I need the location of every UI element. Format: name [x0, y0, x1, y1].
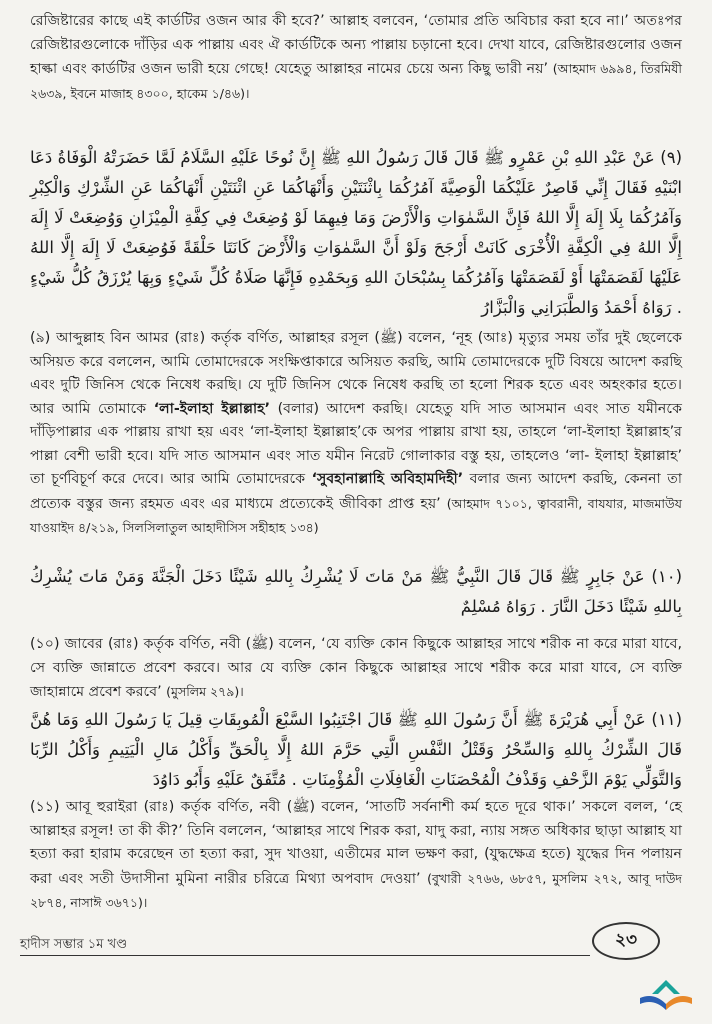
hadith-11-reference: (বুখারী ২৭৬৬, ৬৮৫৭, মুসলিম ২৭২, আবূ দাউদ ২৮৭৪, নাসাঈ ৩৬৭১)। [30, 870, 682, 910]
hadith-9-text-part3: বলার জন্য আদেশ করছি, কেননা তা প্রত্যেক বস্তুর জন্য রহমত এবং এর মাধ্যমে প্রত্যেকেই জীবিকা প্রাপ্ত হয়’ [30, 471, 682, 512]
intro-reference: (আহমাদ ৬৯৯৪, তিরমিযী ২৬৩৯, ইবনে মাজাহ ৪৩০০, হাকেম ১/৪৬)। [30, 61, 682, 101]
hadith-9-text-part2: (বলার) আদেশ করছি। যেহেতু যদি সাত আসমান এবং সাত যমীনকে দাঁড়িপাল্লার এক পাল্লায় রাখা হয় এবং ‘লা-ইলাহা ইল্লাল্লাহ’কে অপর পাল্লায় রাখা হয়, তাহলে ‘লা-ইলাহা ইল্লাল্লাহ’র পাল্লা বেশী ভারী হবে। যদি সাত আসমান এবং সাত যমীন নিরেট গোলাকার বস্তু হয়, তাহলেও ‘লা- ইলাহা ইল্লাল্লাহ’ তা চূর্ণবিচূর্ণ করে দেবে। আর আমি তোমাদেরকে [30, 400, 682, 487]
intro-text: রেজিষ্টারের কাছে এই কার্ডটির ওজন আর কী হবে?’ আল্লাহ বলবেন, ‘তোমার প্রতি অবিচার করা হবে না।’ অতঃপর রেজিষ্টারগুলোকে দাঁড়ির এক পাল্লায় এবং ঐ কার্ডটিকে অন্য পাল্লায় চড়ানো হবে। দেখা যাবে, রেজিষ্টারগুলোর ওজন হাল্কা এবং কার্ডটির ওজন ভারী হয়ে গেছে! যেহেতু আল্লাহর নামের চেয়ে অন্য কিছু ভারী নয়’ [30, 13, 682, 77]
footer-divider [20, 955, 590, 956]
hadith-9-bold-tasbih: ‘সুবহানাল্লাহি অবিহামদিহী’ [311, 471, 464, 487]
hadith-10-text: জাবের (রাঃ) কর্তৃক বর্ণিত, নবী (ﷺ) বলেন, ‘যে ব্যক্তি কোন কিছুকে আল্লাহর সাথে শরীক না করে মারা যাবে, সে ব্যক্তি জান্নাতে প্রবেশ করবে। আর যে ব্যক্তি কোন কিছুকে আল্লাহর সাথে শরীক করে মারা যাবে, সে ব্যক্তি জাহান্নামে প্রবেশ করবে’ [30, 636, 682, 700]
hadith-11-arabic: (١١) عَنْ أَبِي هُرَيْرَةَ ﷺ أَنَّ رَسُولَ اللهِ ﷺ قَالَ اجْتَنِبُوا السَّبْعَ الْمُوبِقَاتِ قِيلَ يَا رَسُولَ اللهِ وَمَا هُنَّ قَالَ الشِّرْكُ بِاللهِ وَالسِّحْرُ وَقَتْلُ النَّفْسِ الَّتِي حَرَّمَ اللهُ إِلَّا بِالْحَقِّ وَأَكْلُ مَالِ الْيَتِيمِ وَأَكْلُ الرِّبَا وَالتَّوَلِّي يَوْمَ الزَّحْفِ وَقَذْفُ الْمُحْصَنَاتِ الْغَافِلَاتِ الْمُؤْمِنَاتِ . مُتَّفَقٌ عَلَيْهِ وَأَبُو دَاوُدَ [30, 710, 682, 789]
hadith-9-number: (৯) [30, 330, 51, 346]
hadith-10-translation [30, 633, 682, 705]
hadith-11-text: আবূ হুরাইরা (রাঃ) কর্তৃক বর্ণিত, নবী (ﷺ) বলেন, ‘সাতটি সর্বনাশী কর্ম হতে দূরে থাক।’ সকলে বলল, ‘হে আল্লাহর রসূল! তা কী কী?’ তিনি বললেন, ‘আল্লাহর সাথে শিরক করা, যাদু করা, ন্যায় সঙ্গত অধিকার ছাড়া আল্লাহ যা হত্যা করা হারাম করেছেন তা হত্যা করা, সুদ খাওয়া, এতীমের মাল ভক্ষণ করা, (যুদ্ধক্ষেত্র হতে) যুদ্ধের দিন পলায়ন করা এবং সতী উদাসীনা মুমিনা নারীর চরিত্রে মিথ্যা অপবাদ দেওয়া’ [30, 799, 682, 887]
hadith-10-reference: (মুসলিম ২৭৯)। [166, 684, 244, 699]
intro-paragraph [30, 10, 682, 106]
hadith-11-number: (১১) [30, 799, 60, 815]
hadith-10-arabic: (١٠) عَنْ جَابِرٍ ﷺ قَالَ قَالَ النَّبِيُّ ﷺ مَنْ مَاتَ لَا يُشْرِكُ بِاللهِ شَيْئًا دَخَلَ الْجَنَّةَ وَمَنْ مَاتَ يُشْرِكُ بِاللهِ شَيْئًا دَخَلَ النَّارَ . رَوَاهُ مُسْلِمٌ [30, 567, 682, 616]
hadith-9-text-part1: আব্দুল্লাহ বিন আমর (রাঃ) কর্তৃক বর্ণিত, আল্লাহর রসূল (ﷺ) বলেন, ‘নূহ (আঃ) মৃত্যুর সময় তাঁর দুই ছেলেকে অসিয়ত করে বললেন, আমি তোমাদেরকে সংক্ষিপ্তাকারে অসিয়ত করছি, আমি তোমাদেরকে দুটি বিষয়ে আদেশ করছি এবং দুটি জিনিস থেকে নিষেধ করছি। যে দুটি জিনিস থেকে নিষেধ করছি তা হলো শিরক হতে এবং অহংকার হতে। আর আমি তোমাকে [30, 330, 682, 417]
page-number: ২৩ [592, 922, 660, 960]
hadith-10-number: (১০) [30, 636, 60, 652]
hadith-9-reference: (আহমাদ ৭১০১, ত্বাবরানী, বাযযার, মাজমাউয যাওয়াইদ ৪/২১৯, সিলসিলাতুল আহাদীসিস সহীহাহ ১৩৪) [30, 495, 682, 535]
publisher-logo-icon [636, 976, 696, 1016]
hadith-9-arabic: (٩) عَنْ عَبْدِ اللهِ بْنِ عَمْرٍو ﷺ قَالَ قَالَ رَسُولُ اللهِ ﷺ إِنَّ نُوحًا عَلَيْهِ السَّلَامُ لَمَّا حَضَرَتْهُ الْوَفَاةُ دَعَا ابْنَيْهِ فَقَالَ إِنِّي قَاصِرٌ عَلَيْكُمَا الْوَصِيَّةَ آمُرُكُمَا بِاثْنَتَيْنِ وَأَنْهَاكُمَا عَنِ اثْنَتَيْنِ أَنْهَاكُمَا عَنِ الشِّرْكِ وَالْكِبْرِ وَآمُرُكُمَا بِلَا إِلَهَ إِلَّا اللهُ فَإِنَّ السَّمٰوَاتِ وَالْأَرْضَ وَمَا فِيهِمَا لَوْ وُضِعَتْ فِي كِفَّةِ الْمِيْزَانِ وَوُضِعَتْ لَا إِلَهَ إِلَّا اللهُ فِي الْكِفَّةِ الْأُخْرَى كَانَتْ أَرْجَحَ وَلَوْ أَنَّ السَّمٰوَاتِ وَالْأَرْضَ كَانَتَا حَلْقَةً فَوُضِعَتْ لَا إِلَهَ إِلَّا اللهُ عَلَيْهَا لَقَصَمَتْهَا أَوْ لَقَصَمَتْهَا وَآمُرُكُمَا بِسُبْحَانَ اللهِ وَبِحَمْدِهِ فَإِنَّهَا صَلَاةُ كُلِّ شَيْءٍ وَبِهَا يُرْزَقُ كُلُّ شَيْءٍ . رَوَاهُ أَحْمَدُ وَالطَّبَرَانِي وَالْبَزَّارُ [30, 148, 682, 317]
hadith-9-bold-kalima: ‘লা-ইলাহা ইল্লাল্লাহ’ [153, 400, 271, 417]
hadith-9-translation [30, 327, 682, 541]
hadith-11-translation [30, 796, 682, 916]
book-title: হাদীস সম্ভার ১ম খণ্ড [20, 937, 128, 952]
